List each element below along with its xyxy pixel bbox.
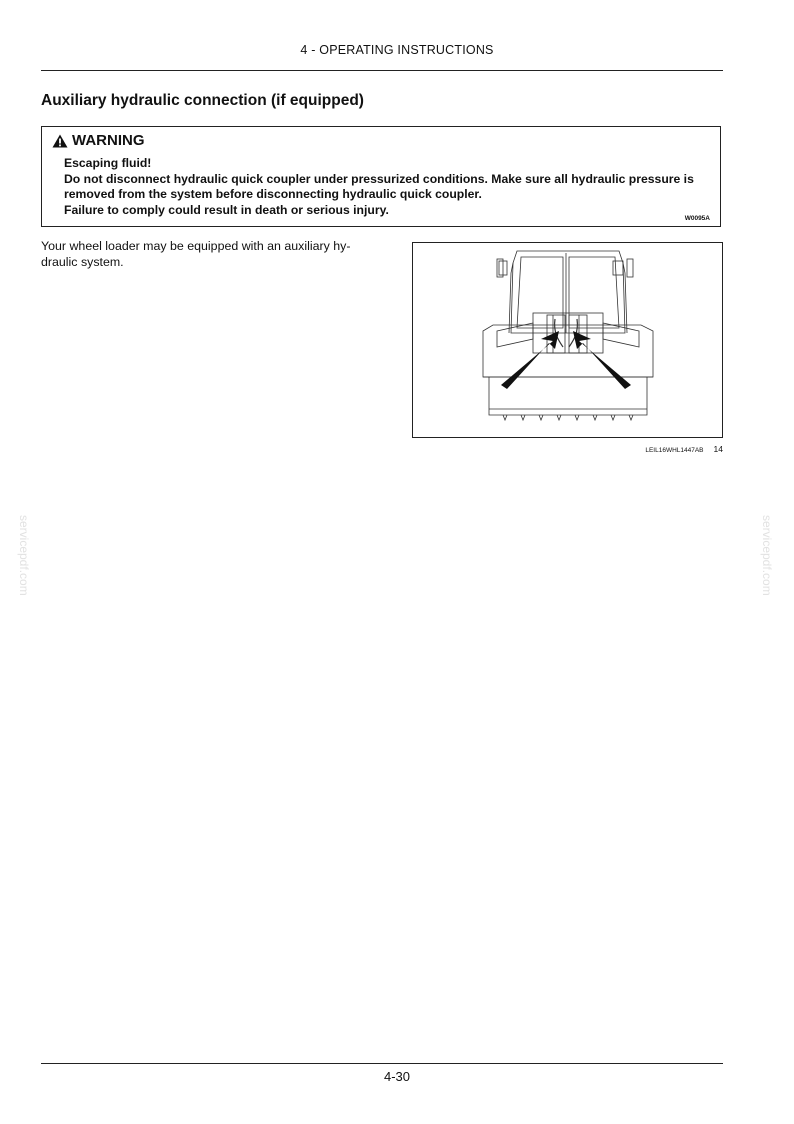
body-paragraph: Your wheel loader may be equipped with an auxiliary hy-draulic system. — [41, 239, 351, 269]
figure-reference: LEIL16WHL1447AB — [645, 447, 704, 454]
figure-frame — [412, 242, 723, 438]
warning-consequence: Failure to comply could result in death or serious injury. — [64, 202, 389, 217]
page-number: 4-30 — [383, 1069, 411, 1084]
warning-label: WARNING — [72, 132, 145, 149]
right-pointer-arrow — [573, 331, 631, 389]
warning-triangle-icon — [52, 134, 68, 148]
figure-caption — [600, 444, 723, 454]
watermark-right: servicepdf.com — [760, 515, 774, 596]
chapter-header: 4 - OPERATING INSTRUCTIONS — [300, 43, 494, 57]
warning-box — [41, 126, 721, 227]
figure-number: 14 — [713, 444, 723, 454]
warning-code: W0095A — [684, 215, 710, 222]
warning-heading: Escaping fluid! — [64, 156, 152, 170]
warning-header — [52, 132, 145, 149]
section-title: Auxiliary hydraulic connection (if equipped) — [41, 92, 364, 109]
watermark-left: servicepdf.com — [17, 515, 31, 596]
wheel-loader-illustration — [413, 243, 722, 437]
warning-text — [64, 156, 714, 218]
footer-rule — [41, 1063, 723, 1064]
header-rule — [41, 70, 723, 71]
warning-instruction: Do not disconnect hydraulic quick coupler under pressurized conditions. Make sure all hydraulic pressure is removed from the system before disconnecting hydraulic quick coupler. — [64, 171, 694, 201]
